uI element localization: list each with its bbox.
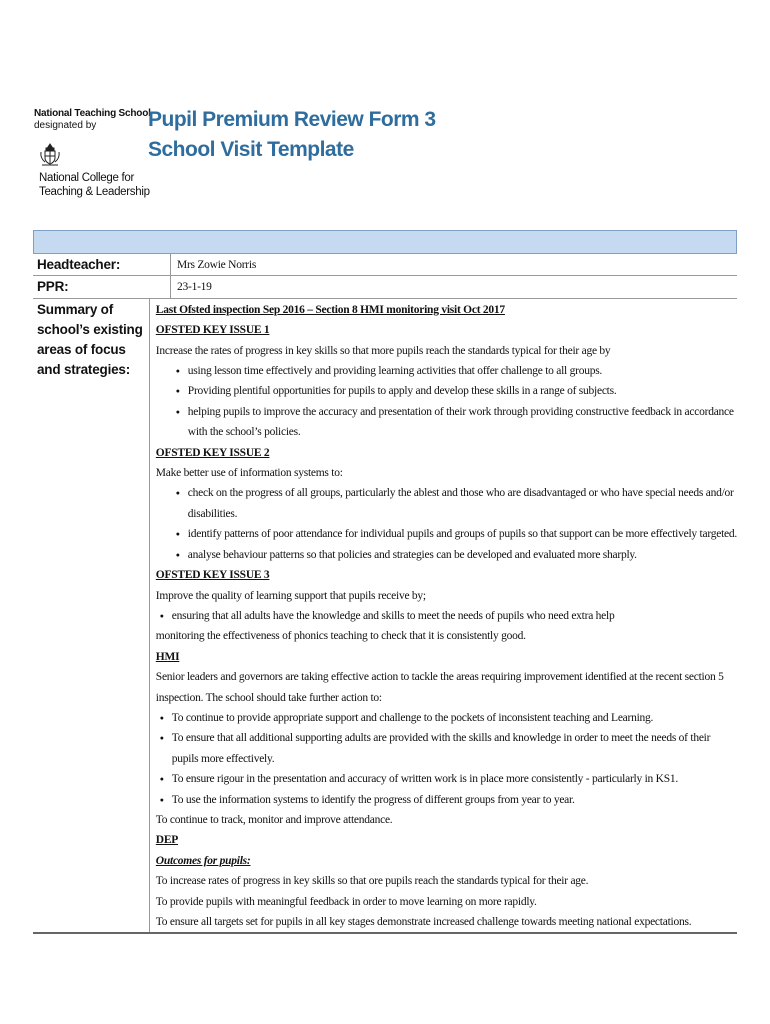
dep-line: To increase rates of progress in key skills so that ore pupils reach the standards typical for their age. bbox=[155, 875, 589, 888]
form-header-band bbox=[33, 230, 737, 254]
hmi-bullet: ● To continue to provide appropriate support and challenge to the pockets of inconsistent teaching and Learning. bbox=[156, 708, 737, 728]
summary-row bbox=[33, 299, 737, 933]
issue3-intro: Improve the quality of learning support that pupils receive by; bbox=[155, 589, 426, 602]
title-line-1: Pupil Premium Review Form 3 bbox=[148, 108, 436, 131]
summary-label: Summary of school’s existing areas of focus and strategies: bbox=[33, 299, 150, 933]
college-line-1: National College for bbox=[39, 172, 135, 184]
issue2-bullet: ● identify patterns of poor attendance for individual pupils and groups of pupils so that support can be more effectively targeted. bbox=[156, 524, 737, 544]
ppr-row bbox=[33, 276, 737, 298]
logo-line-2: designated by bbox=[34, 120, 97, 131]
issue1-bullet: ● Providing plentiful opportunities for pupils to apply and develop these skills in a range of subjects. bbox=[156, 381, 737, 401]
dep-subtitle: Outcomes for pupils: bbox=[155, 854, 251, 867]
issue1-bullet: ● using lesson time effectively and providing learning activities that offer challenge to all groups. bbox=[156, 361, 737, 381]
title-line-2: School Visit Template bbox=[148, 138, 354, 161]
issue1-bullet: ● helping pupils to improve the accuracy and presentation of their work through providing constructive feedback in accordance with the school’s policies. bbox=[156, 402, 737, 443]
royal-crest-icon bbox=[39, 143, 61, 167]
issue2-bullet: ● check on the progress of all groups, particularly the ablest and those who are disadvantaged or who have special needs and/or disabilities. bbox=[156, 483, 737, 524]
page-title bbox=[148, 105, 436, 165]
issue3-line: monitoring the effectiveness of phonics teaching to check that it is consistently good. bbox=[155, 630, 526, 643]
issue2-intro: Make better use of information systems to: bbox=[155, 467, 343, 480]
summary-content bbox=[150, 299, 737, 933]
issue2-bullet: ● analyse behaviour patterns so that policies and strategies can be developed and evaluated more sharply. bbox=[156, 545, 737, 565]
hmi-bullet: ● To ensure that all additional supporting adults are provided with the skills and knowledge in order to meet the needs of their pupils more effectively. bbox=[156, 728, 737, 769]
hmi-title: HMI bbox=[155, 650, 180, 663]
dep-title: DEP bbox=[155, 834, 179, 847]
hmi-intro: Senior leaders and governors are taking effective action to tackle the areas requiring improvement identified at the recent section 5 inspection. The school should take further action to: bbox=[155, 671, 724, 704]
college-line-2: Teaching & Leadership bbox=[39, 186, 150, 198]
issue1-intro: Increase the rates of progress in key skills so that more pupils reach the standards typical for their age by bbox=[155, 344, 611, 357]
dep-line: To ensure all targets set for pupils in all key stages demonstrate increased challenge towards meeting national expectations. bbox=[155, 916, 692, 928]
headteacher-row bbox=[33, 254, 737, 276]
logo-line-1: National Teaching School bbox=[34, 108, 151, 119]
hmi-bullet: ● To use the information systems to identify the progress of different groups from year to year. bbox=[156, 790, 737, 810]
hmi-bullet: ● To ensure rigour in the presentation and accuracy of written work is in place more consistently - particularly in KS1. bbox=[156, 769, 737, 789]
issue1-title: OFSTED KEY ISSUE 1 bbox=[155, 324, 270, 337]
issue3-bullet: ● ensuring that all adults have the knowledge and skills to meet the needs of pupils who need extra help bbox=[156, 606, 737, 626]
ppr-label: PPR: bbox=[33, 276, 171, 297]
issue2-title: OFSTED KEY ISSUE 2 bbox=[155, 446, 270, 459]
issue3-title: OFSTED KEY ISSUE 3 bbox=[155, 569, 270, 582]
hmi-line: To continue to track, monitor and improve attendance. bbox=[155, 813, 393, 826]
review-form bbox=[33, 230, 737, 934]
headteacher-label: Headteacher: bbox=[33, 254, 171, 275]
headteacher-value: Mrs Zowie Norris bbox=[177, 259, 257, 271]
ntsc-logo bbox=[34, 108, 149, 201]
inspection-heading: Last Ofsted inspection Sep 2016 – Section 8 HMI monitoring visit Oct 2017 bbox=[155, 303, 505, 316]
dep-line: To provide pupils with meaningful feedback in order to move learning on more rapidly. bbox=[155, 895, 537, 908]
ppr-value: 23-1-19 bbox=[177, 281, 212, 294]
